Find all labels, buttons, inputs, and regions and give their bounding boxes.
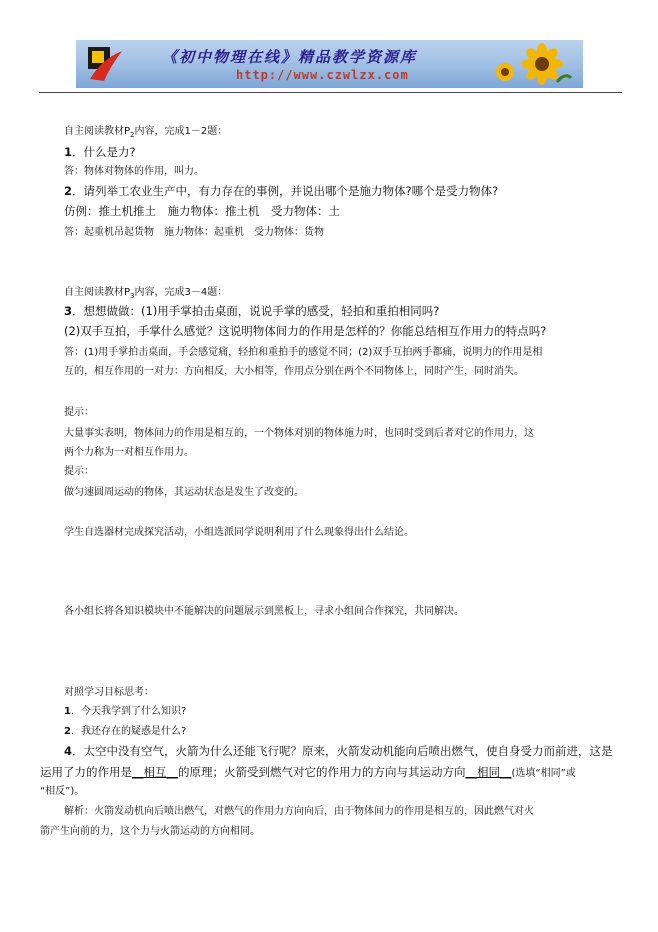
group-activity: 各小组长将各知识模块中不能解决的问题展示到黑板上，寻求小组间合作探究，共同解决。 <box>64 606 464 617</box>
sunflower-icon <box>487 42 573 86</box>
header-divider <box>39 92 622 93</box>
example-2: 仿例：推土机推土 施力物体：推土机 受力物体：土 <box>64 204 340 218</box>
analysis-line1: 解析：火箭发动机向后喷出燃气，对燃气的作用力方向向后，由于物体间力的作用是相互的，因此燃气对火 <box>64 806 534 817</box>
tip-text-1-line2: 两个力称为一对相互作用力。 <box>64 447 194 458</box>
answer-2: 答：起重机吊起货物 施力物体：起重机 受力物体：货物 <box>64 227 324 238</box>
header-banner <box>76 40 583 88</box>
review-item-4-line2: 运用了力的作用是__相互__的原理；火箭受到燃气对它的作用力的方向与其运动方向__相同__(选填“相同”或 <box>40 765 576 779</box>
explore-activity: 学生自选器材完成探究活动，小组选派同学说明利用了什么现象得出什么结论。 <box>64 527 414 538</box>
banner-url: http://www.czwlzx.com <box>236 68 409 82</box>
tip-text-2: 做匀速圆周运动的物体，其运动状态是发生了改变的。 <box>64 487 304 498</box>
review-item-2: 2．我还存在的疑惑是什么? <box>64 726 187 737</box>
question-1: 1．什么是力? <box>64 145 136 159</box>
answer-blank-2: __相同__ <box>465 765 512 779</box>
analysis-line2: 箭产生向前的力，这个力与火箭运动的方向相同。 <box>40 826 260 837</box>
tip-text-1-line1: 大量事实表明，物体间力的作用是相互的，一个物体对别的物体施力时，也同时受到后者对它的作用力，这 <box>64 428 534 439</box>
question-2: 2．请列举工农业生产中，有力存在的事例，并说出哪个是施力物体?哪个是受力物体? <box>64 184 499 198</box>
review-item-4-line3: “相反”)。 <box>40 786 85 797</box>
banner-title: 《初中物理在线》精品教学资源库 <box>162 48 418 66</box>
tip-label-1: 提示： <box>64 407 94 418</box>
answer-3-line1: 答：(1)用手掌拍击桌面，手会感觉痛，轻拍和重拍手的感觉不同；(2)双手互拍两手都痛，说明力的作用是相 <box>64 347 543 358</box>
answer-blank-1: __相互__ <box>132 765 178 779</box>
review-item-4-line1: 4．太空中没有空气，火箭为什么还能飞行呢？原来，火箭发动机能向后喷出燃气，使自身受力而前进，这是 <box>64 744 613 758</box>
section2-intro: 自主阅读教材$P_3$内容，完成3－4题： <box>64 287 228 300</box>
question-3-part2: (2)双手互拍，手掌什么感觉？这说明物体间力的作用是怎样的？你能总结相互作用力的特点吗? <box>64 324 547 338</box>
answer-1: 答：物体对物体的作用，叫力。 <box>64 166 204 177</box>
section1-intro: 自主阅读教材$P_2$内容，完成1－2题： <box>64 126 228 139</box>
question-3: 3．想想做做：(1)用手掌拍击桌面，说说手掌的感受，轻拍和重拍相同吗? <box>64 304 440 318</box>
review-item-1: 1．今天我学到了什么知识? <box>64 706 187 717</box>
site-logo-icon <box>86 45 126 83</box>
review-heading: 对照学习目标思考： <box>64 687 154 698</box>
tip-label-2: 提示： <box>64 466 94 477</box>
answer-3-line2: 互的，相互作用的一对力：方向相反，大小相等，作用点分别在两个不同物体上，同时产生，同时消失。 <box>64 366 524 377</box>
